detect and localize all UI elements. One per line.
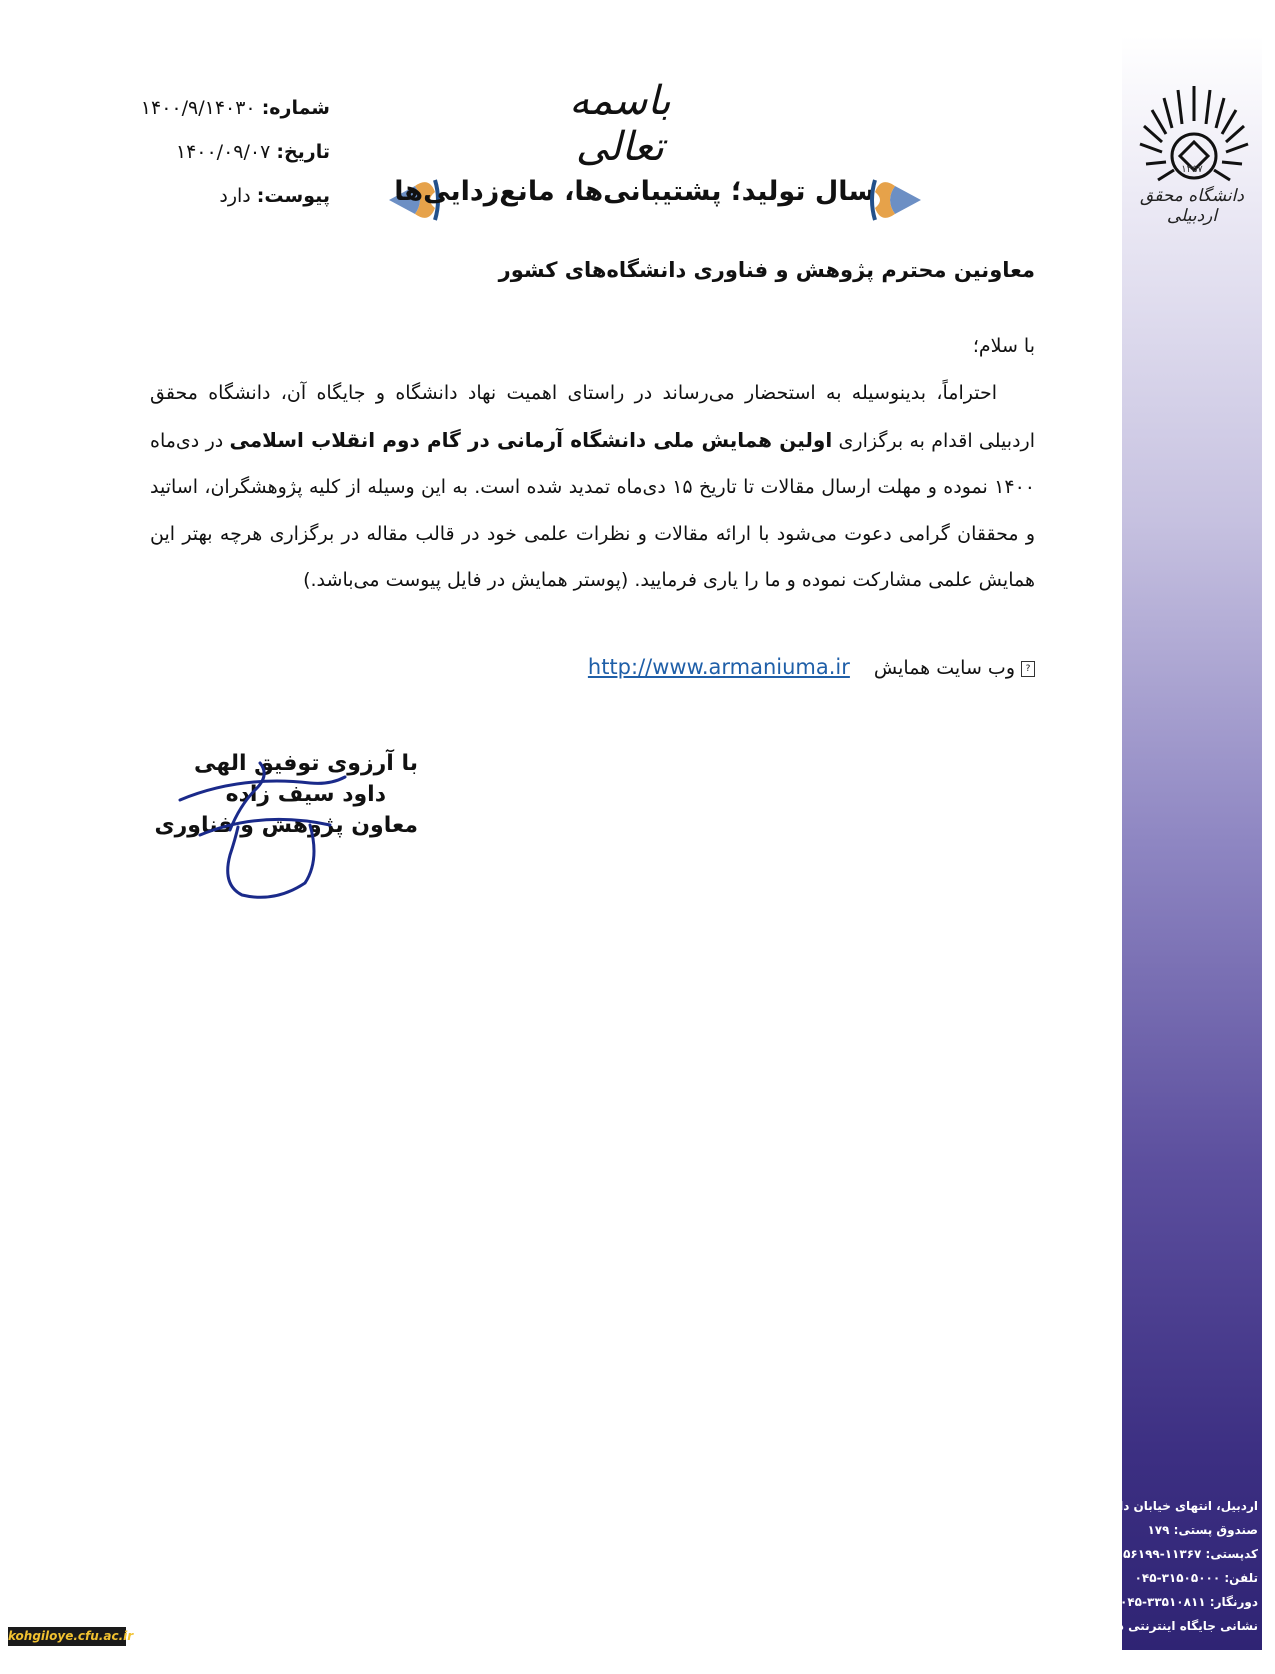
date-label: تاریخ: <box>276 141 330 163</box>
ornament-right-icon <box>863 172 925 228</box>
addressee: معاونین محترم پژوهش و فناوری دانشگاه‌های کشور <box>498 258 1035 282</box>
address-line: تلفن: ۳۱۵۰۵۰۰۰-۰۴۵ <box>1134 1571 1258 1585</box>
body-part-1: احتراماً، بدینوسیله به استحضار می‌رساند در راستای اهمیت نهاد دانشگاه و جایگاه آن، دانشگاه محقق اردبیلی اقدام به برگزاری <box>150 382 1035 452</box>
university-website[interactable]: www.uma.ac.ir <box>1151 1661 1233 1674</box>
letter-date <box>130 130 330 174</box>
university-sidebar <box>1078 36 1262 1674</box>
address-line: کدپستی: ۱۱۳۶۷-۵۶۱۹۹ <box>1123 1547 1258 1561</box>
university-address <box>1078 1494 1262 1638</box>
address-line: اردبیل، انتهای خیابان دانشگاه <box>1083 1499 1258 1513</box>
letter-attachment <box>130 174 330 218</box>
conference-website-link[interactable]: http://www.armaniuma.ir <box>587 655 850 679</box>
bismillah-heading: باسمه تعالی <box>569 78 671 170</box>
website-label: وب سایت همایش <box>873 657 1015 679</box>
letter-metadata <box>130 86 330 218</box>
number-value: ۱۴۰۰/۹/۱۴۰۳۰ <box>140 97 256 119</box>
missing-glyph-icon: ? <box>1021 661 1035 677</box>
address-line: صندوق پستی: ۱۷۹ <box>1147 1523 1258 1537</box>
date-value: ۱۴۰۰/۰۹/۰۷ <box>175 141 271 163</box>
number-label: شماره: <box>261 97 330 119</box>
address-line: نشانی جایگاه اینترنتی دانشگاه <box>1078 1619 1258 1633</box>
website-line <box>588 655 1035 679</box>
attachment-label: پیوست: <box>256 185 330 207</box>
conference-title: اولین همایش ملی دانشگاه آرمانی در گام دوم انقلاب اسلامی <box>229 427 833 452</box>
greeting: با سلام؛ <box>972 335 1035 357</box>
body-part-2: در دی‌ماه ۱۴۰۰ نموده و مهلت ارسال مقالات تا تاریخ ۱۵ دی‌ماه تمدید شده است. به این وسیله از کلیه پژوهشگران، اساتید و محققان گرامی دعوت می‌شود با ارائه مقالات و نظرات علمی خود در قالب مقاله در برگزاری هرچه بهتر این همایش علمی مشارکت نموده و ما را یاری فرمایید. (پوستر همایش در فایل پیوست می‌باشد.) <box>150 429 1035 591</box>
signer-title: معاون پژوهش و فناوری <box>154 813 418 838</box>
signer-name: داود سیف زاده <box>225 782 386 807</box>
watermark: kohgiloye.cfu.ac.ir <box>8 1627 126 1646</box>
slogan-text: سال تولید؛ پشتیبانی‌ها، مانع‌زدایی‌ها <box>394 176 875 207</box>
letter-body <box>150 370 1035 604</box>
slogan-banner <box>385 168 925 232</box>
attachment-value: دارد <box>219 185 251 207</box>
logo-year: ۱۳۵۷ <box>1181 164 1203 175</box>
closing-text: با آرزوی توفیق الهی <box>193 751 418 776</box>
letter-number <box>130 86 330 130</box>
address-line: دورنگار: ۳۳۵۱۰۸۱۱-۰۴۵ <box>1120 1595 1258 1609</box>
handwritten-signature <box>160 755 400 910</box>
university-name: دانشگاه محقق اردبیلی <box>1140 186 1244 226</box>
